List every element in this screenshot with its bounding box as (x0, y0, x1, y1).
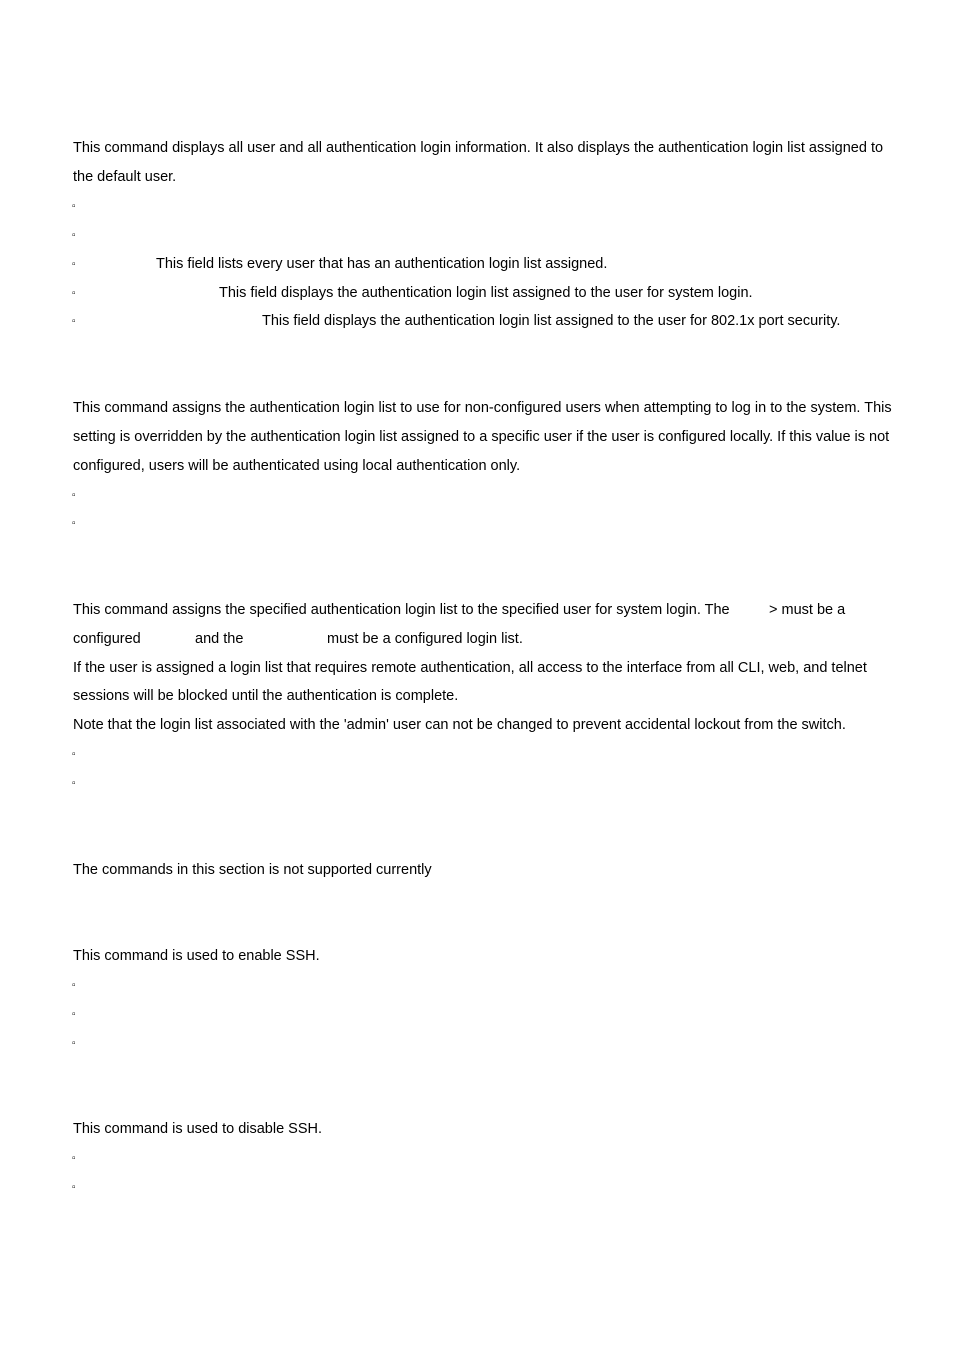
bullet-icon (72, 1009, 76, 1021)
bullet-icon (72, 201, 76, 213)
ssh-section-note: The commands in this section is not supported currently (73, 862, 432, 878)
field-system-login-description: This field displays the authentication login list assigned to the user for system login. (219, 285, 753, 301)
field-users-description: This field lists every user that has an authentication login list assigned. (156, 256, 608, 272)
bullet-icon (72, 316, 76, 328)
bullet-icon (72, 230, 76, 242)
user-login-line-1-text: This command assigns the specified authentication login list to the specified user for system login. The (73, 602, 730, 618)
bullet-icon (72, 749, 76, 761)
field-8021x-description: This field displays the authentication login list assigned to the user for 802.1x port security. (262, 313, 841, 329)
bullet-icon (72, 980, 76, 992)
bullet-icon (72, 288, 76, 300)
bullet-icon (72, 490, 76, 502)
show-users-description-line-2: the default user. (73, 169, 177, 185)
user-login-line-2-part-c: must be a configured login list. (327, 631, 523, 647)
bullet-icon (72, 1038, 76, 1050)
default-login-description-line-3: configured, users will be authenticated using local authentication only. (73, 458, 521, 474)
ssh-disable-description: This command is used to disable SSH. (73, 1121, 323, 1137)
show-users-description-line-1: This command displays all user and all authentication login information. It also displays the authentication login list assigned to (73, 140, 884, 156)
user-login-description-line-4: sessions will be blocked until the authentication is complete. (73, 688, 459, 704)
bullet-icon (72, 518, 76, 530)
user-login-line-1-tail: > must be a (769, 602, 846, 618)
ssh-enable-description: This command is used to enable SSH. (73, 948, 320, 964)
user-login-description-line-3: If the user is assigned a login list that requires remote authentication, all access to the interface from all CLI, web, and telnet (73, 660, 867, 676)
bullet-icon (72, 259, 76, 271)
default-login-description-line-2: setting is overridden by the authentication login list assigned to a specific user if the user is configured locally. If this value is not (73, 429, 890, 445)
user-login-line-2-part-b: and the (195, 631, 244, 647)
user-login-line-2-part-a: configured (73, 631, 141, 647)
bullet-icon (72, 778, 76, 790)
bullet-icon (72, 1153, 76, 1165)
user-login-description-line-5: Note that the login list associated with the 'admin' user can not be changed to prevent accidental lockout from the switch. (73, 717, 846, 733)
default-login-description-line-1: This command assigns the authentication login list to use for non-configured users when attempting to log in to the system. This (73, 400, 892, 416)
bullet-icon (72, 1182, 76, 1194)
